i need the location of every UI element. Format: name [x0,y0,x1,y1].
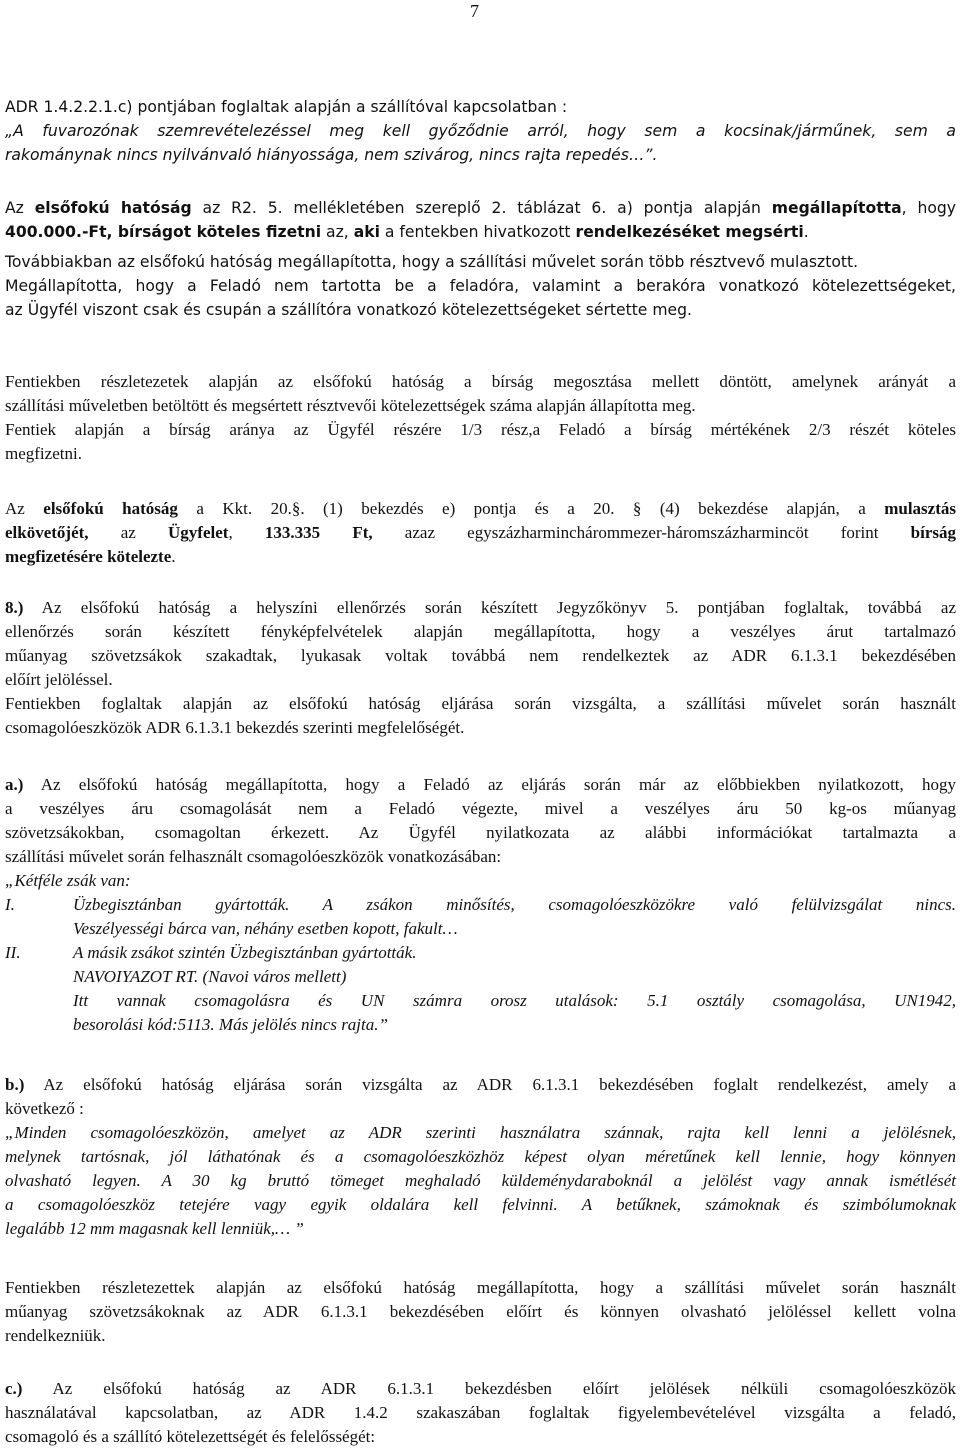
bold-term: megfizetésére kötelezte [5,547,172,566]
text-line: műanyag szövetzsákok szakadtak, lyukasak voltak továbbá nem rendelkeztek az ADR 6.1.3.1 bekezdésében [5,646,956,665]
text-line: rendelkezniük. [5,1326,106,1345]
text-line: 400.000.-Ft, bírságot köteles fizetni az, aki a fentekben hivatkozott rendelkezéséket megsérti. [5,223,809,241]
conclusion-paragraph [5,1276,956,1348]
section-label: c.) [5,1379,23,1398]
text-line: használatával kapcsolatban, az ADR 1.4.2 szakaszában foglaltak figyelembevételével vizsgálta a feladó, [5,1403,956,1422]
text-line: Fentiekben foglaltak alapján az elsőfokú hatóság eljárása során vizsgálta, a szállítási művelet során használt [5,694,956,713]
bold-term: aki [353,223,380,241]
text-line: legalább 12 mm magasnak kell lenniük,… ” [5,1219,304,1238]
text-line: a.) Az elsőfokú hatóság megállapította, hogy a Feladó az eljárás során már az előbbiekben nyilatkozott, hogy [5,775,956,794]
bold-term: 400.000.-Ft, bírságot köteles fizetni [5,223,322,241]
text-line: b.) Az elsőfokú hatóság eljárása során vizsgálta az ADR 6.1.3.1 bekezdésében foglalt rendelkezést, amely a [5,1075,956,1094]
list-item: I. Üzbegisztánban gyártották. A zsákon minősítés, csomagolóeszközökre való felülvizsgálat nincs. [5,893,956,917]
text-line: elkövetőjét, az Ügyfelet, 133.335 Ft, azaz egyszázharminchárommezer-háromszázharmincöt forint bírság [5,523,957,542]
adr-quote-paragraph [5,95,956,167]
section-a-paragraph [5,773,956,1037]
section-label: 8.) [5,598,24,617]
text-line: 8.) Az elsőfokú hatóság a helyszíni ellenőrzés során készített Jegyzőkönyv 5. pontjában foglaltak, továbbá az [5,598,956,617]
fine-split-paragraph [5,370,956,466]
text-line: előírt jelöléssel. [5,670,113,689]
text-line: olvasható legyen. A 30 kg bruttó tömeget meghaladó küldeménydaraboknál a jelölést vagy annak ismétlését [5,1171,956,1190]
text-line: c.) Az elsőfokú hatóság az ADR 6.1.3.1 bekezdésben előírt jelölések nélküli csomagolóeszközök [5,1379,956,1398]
text-line: Veszélyességi bárca van, néhány esetben kopott, fakult… [73,919,458,938]
text-line: következő : [5,1099,84,1118]
section-c-paragraph [5,1377,956,1449]
section-label: b.) [5,1075,25,1094]
text-line: szállítási művelet során felhasznált csomagolóeszközök vonatkozásában: [5,847,502,866]
text-line: Az elsőfokú hatóság az R2. 5. mellékletében szereplő 2. táblázat 6. a) pontja alapján megállapította, hogy [5,199,956,217]
text-line: csomagolóeszközök ADR 6.1.3.1 bekezdés szerinti megfelelőségét. [5,718,465,737]
list-item: II. A másik zsákot szintén Üzbegisztánban gyártották. [5,941,956,965]
text-line: Megállapította, hogy a Feladó nem tartotta be a feladóra, valamint a berakóra vonatkozó kötelezettségeket, [5,277,956,295]
text-line: besorolási kód:5113. Más jelölés nincs rajta.” [73,1015,388,1034]
text-line: Fentiekben részletezetek alapján az elsőfokú hatóság a bírság megosztása mellett döntött, amelynek arányát a [5,372,956,391]
text-line: Fentiek alapján a bírság aránya az Ügyfél részére 1/3 rész,a Feladó a bírság mértékének 2/3 részét köteles [5,420,956,439]
text-line: „Kétféle zsák van: [5,871,131,890]
text-line: rakománynak nincs nyilvánvaló hiányossága, nem szivárog, nincs rajta repedés…”. [5,146,658,164]
fine-decision-paragraph [5,497,956,569]
page-number: 7 [470,1,479,21]
list-marker: II. [5,943,21,962]
text-line: csomagoló és a szállító kötelezettségét és felelősségét: [5,1427,376,1446]
text-line: Továbbiakban az elsőfokú hatóság megállapította, hogy a szállítási művelet során több résztvevő mulasztott. [5,253,859,271]
bold-term: 133.335 Ft, [264,523,373,542]
text-line: Az elsőfokú hatóság a Kkt. 20.§. (1) bekezdés e) pontja és a 20. § (4) bekezdése alapján, a mulasztás [5,499,956,518]
text-line: a veszélyes áru csomagolását nem a Feladó végezte, mivel a veszélyes áru 50 kg-os műanyag [5,799,956,818]
bold-term: rendelkezéséket megsérti [575,223,804,241]
section-b-paragraph [5,1073,956,1241]
first-instance-finding-paragraph [5,196,956,244]
text-line: ADR 1.4.2.2.1.c) pontjában foglaltak alapján a szállítóval kapcsolatban : [5,98,568,116]
text-line: műanyag szövetzsákoknak az ADR 6.1.3.1 bekezdésében előírt és könnyen olvasható jelöléssel kellett volna [5,1302,956,1321]
text-line: NAVOIYAZOT RT. (Navoi város mellett) [73,967,347,986]
text-line: szövetzsákokban, csomagoltan érkezett. Az Ügyfél nyilatkozata az alábbi információkat tartalmazta a [5,823,956,842]
bold-term: elsőfokú hatóság [43,499,178,518]
text-line: megfizetésére kötelezte. [5,547,176,566]
bold-term: mulasztás [884,499,956,518]
text-line: melynek tartósnak, jól láthatónak és a csomagolóeszközhöz képest olyan méretűnek kell lennie, hogy könnyen [5,1147,956,1166]
text-line: Itt vannak csomagolásra és UN számra orosz utalások: 5.1 osztály csomagolása, UN1942, [73,991,956,1010]
text-line: a csomagolóeszköz tetejére vagy egyik oldalára kell felvinni. A betűknek, számoknak és szimbólumoknak [5,1195,956,1214]
text-line: „Minden csomagolóeszközön, amelyet az ADR szerinti használatra szánnak, rajta kell lenni a jelölésnek, [5,1123,956,1142]
bold-term: Ügyfelet [168,523,229,542]
bold-term: bírság [910,523,957,542]
text-line: az Ügyfél viszont csak és csupán a szállítóra vonatkozó kötelezettségeket sértette meg. [5,301,692,319]
text-line: Fentiekben részletezettek alapján az elsőfokú hatóság megállapította, hogy a szállítási művelet során használt [5,1278,956,1297]
text-line: szállítási műveletben betöltött és megsértett résztvevői kötelezettségek száma alapján állapította meg. [5,396,696,415]
bold-term: megállapította [771,199,902,217]
text-line: ellenőrzés során készített fényképfelvételek alapján megállapította, hogy a veszélyes árut tartalmazó [5,622,956,641]
participants-paragraph [5,250,956,322]
section-label: a.) [5,775,24,794]
text-line: megfizetni. [5,444,82,463]
list-marker: I. [5,895,15,914]
bold-term: elkövetőjét, [5,523,89,542]
bold-term: elsőfokú hatóság [34,199,192,217]
section-8-paragraph [5,596,956,740]
text-line: „A fuvarozónak szemrevételezéssel meg kell győződnie arról, hogy sem a kocsinak/járműnek, sem a [5,122,956,140]
